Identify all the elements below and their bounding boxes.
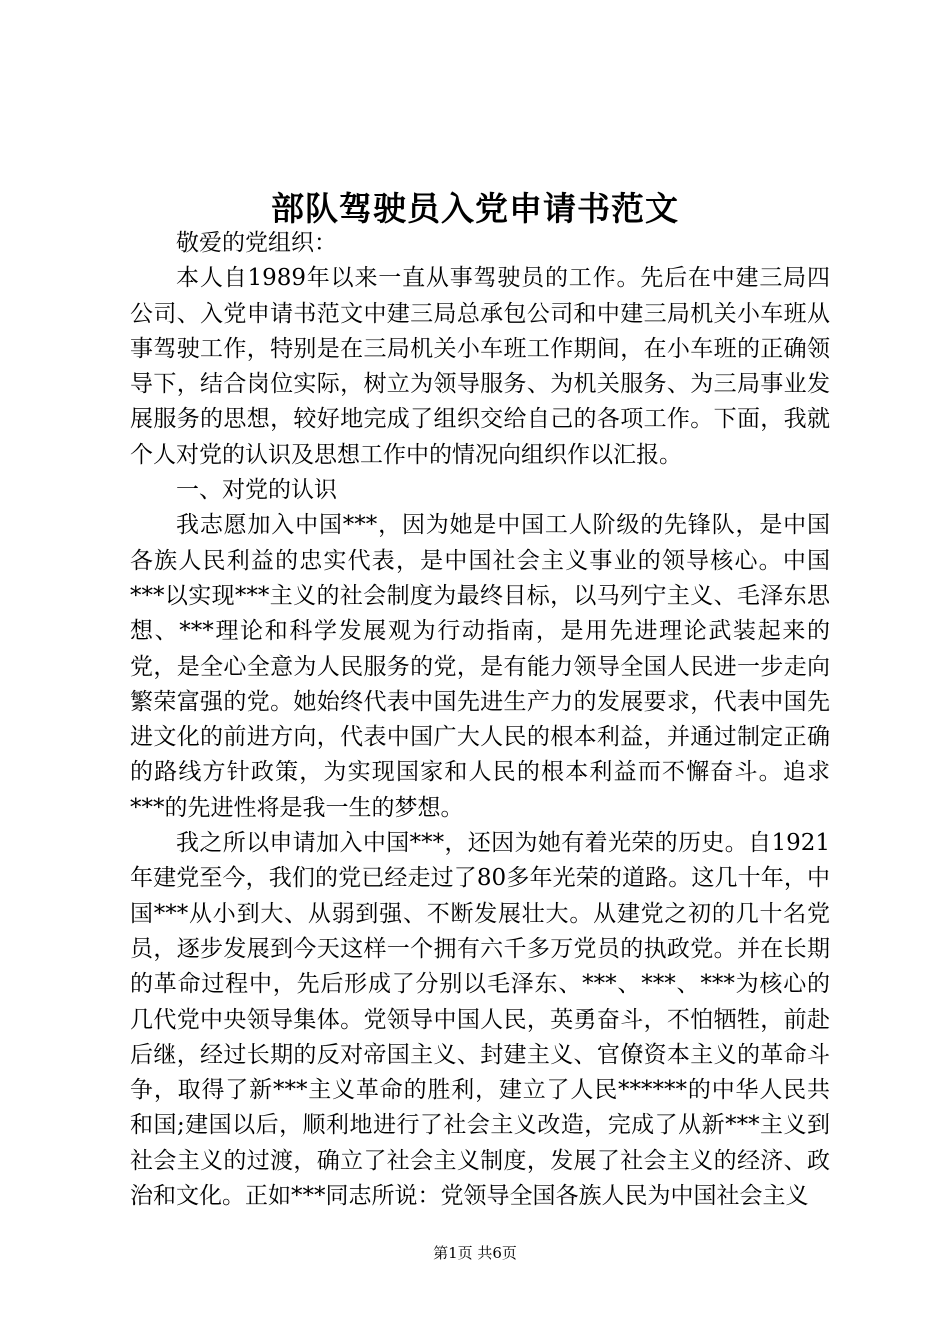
- paragraph-intro: 本人自1989年以来一直从事驾驶员的工作。先后在中建三局四公司、入党申请书范文中建三局总承包公司和中建三局机关小车班从事驾驶工作，特别是在三局机关小车班工作期间，在小车班的正确领导下，结合岗位实际，树立为领导服务、为机关服务、为三局事业发展服务的思想，较好地完成了组织交给自己的各项工作。下面，我就个人对党的认识及思想工作中的情况向组织作以汇报。: [130, 265, 830, 468]
- section-heading: 一、对党的认识: [176, 477, 337, 504]
- document-title: 部队驾驶员入党申请书范文: [271, 189, 679, 228]
- document-body: [130, 226, 830, 1214]
- page-footer: 第1页 共6页: [433, 1244, 517, 1262]
- paragraph-understanding: 我志愿加入中国***，因为她是中国工人阶级的先锋队，是中国各族人民利益的忠实代表，是中国社会主义事业的领导核心。中国***以实现***主义的社会制度为最终目标，以马列宁主义、毛泽东思想、***理论和科学发展观为行动指南，是用先进理论武装起来的党，是全心全意为人民服务的党，是有能力领导全国人民进一步走向繁荣富强的党。她始终代表中国先进生产力的发展要求，代表中国先进文化的前进方向，代表中国广大人民的根本利益，并通过制定正确的路线方针政策，为实现国家和人民的根本利益而不懈奋斗。追求***的先进性将是我一生的梦想。: [130, 512, 830, 821]
- salutation: 敬爱的党组织：: [176, 230, 337, 256]
- paragraph-history: 我之所以申请加入中国***，还因为她有着光荣的历史。自1921年建党至今，我们的党已经走过了80多年光荣的道路。这几十年，中国***从小到大、从弱到强、不断发展壮大。从建党之初的几十名党员，逐步发展到今天这样一个拥有六千多万党员的执政党。并在长期的革命过程中，先后形成了分别以毛泽东、***、***、***为核心的几代党中央领导集体。党领导中国人民，英勇奋斗，不怕牺牲，前赴后继，经过长期的反对帝国主义、封建主义、官僚资本主义的革命斗争，取得了新***主义革命的胜利，建立了人民******的中华人民共和国;建国以后，顺利地进行了社会主义改造，完成了从新***主义到社会主义的过渡，确立了社会主义制度，发展了社会主义的经济、政治和文化。正如***同志所说：党领导全国各族人民为中国社会主义: [130, 830, 830, 1210]
